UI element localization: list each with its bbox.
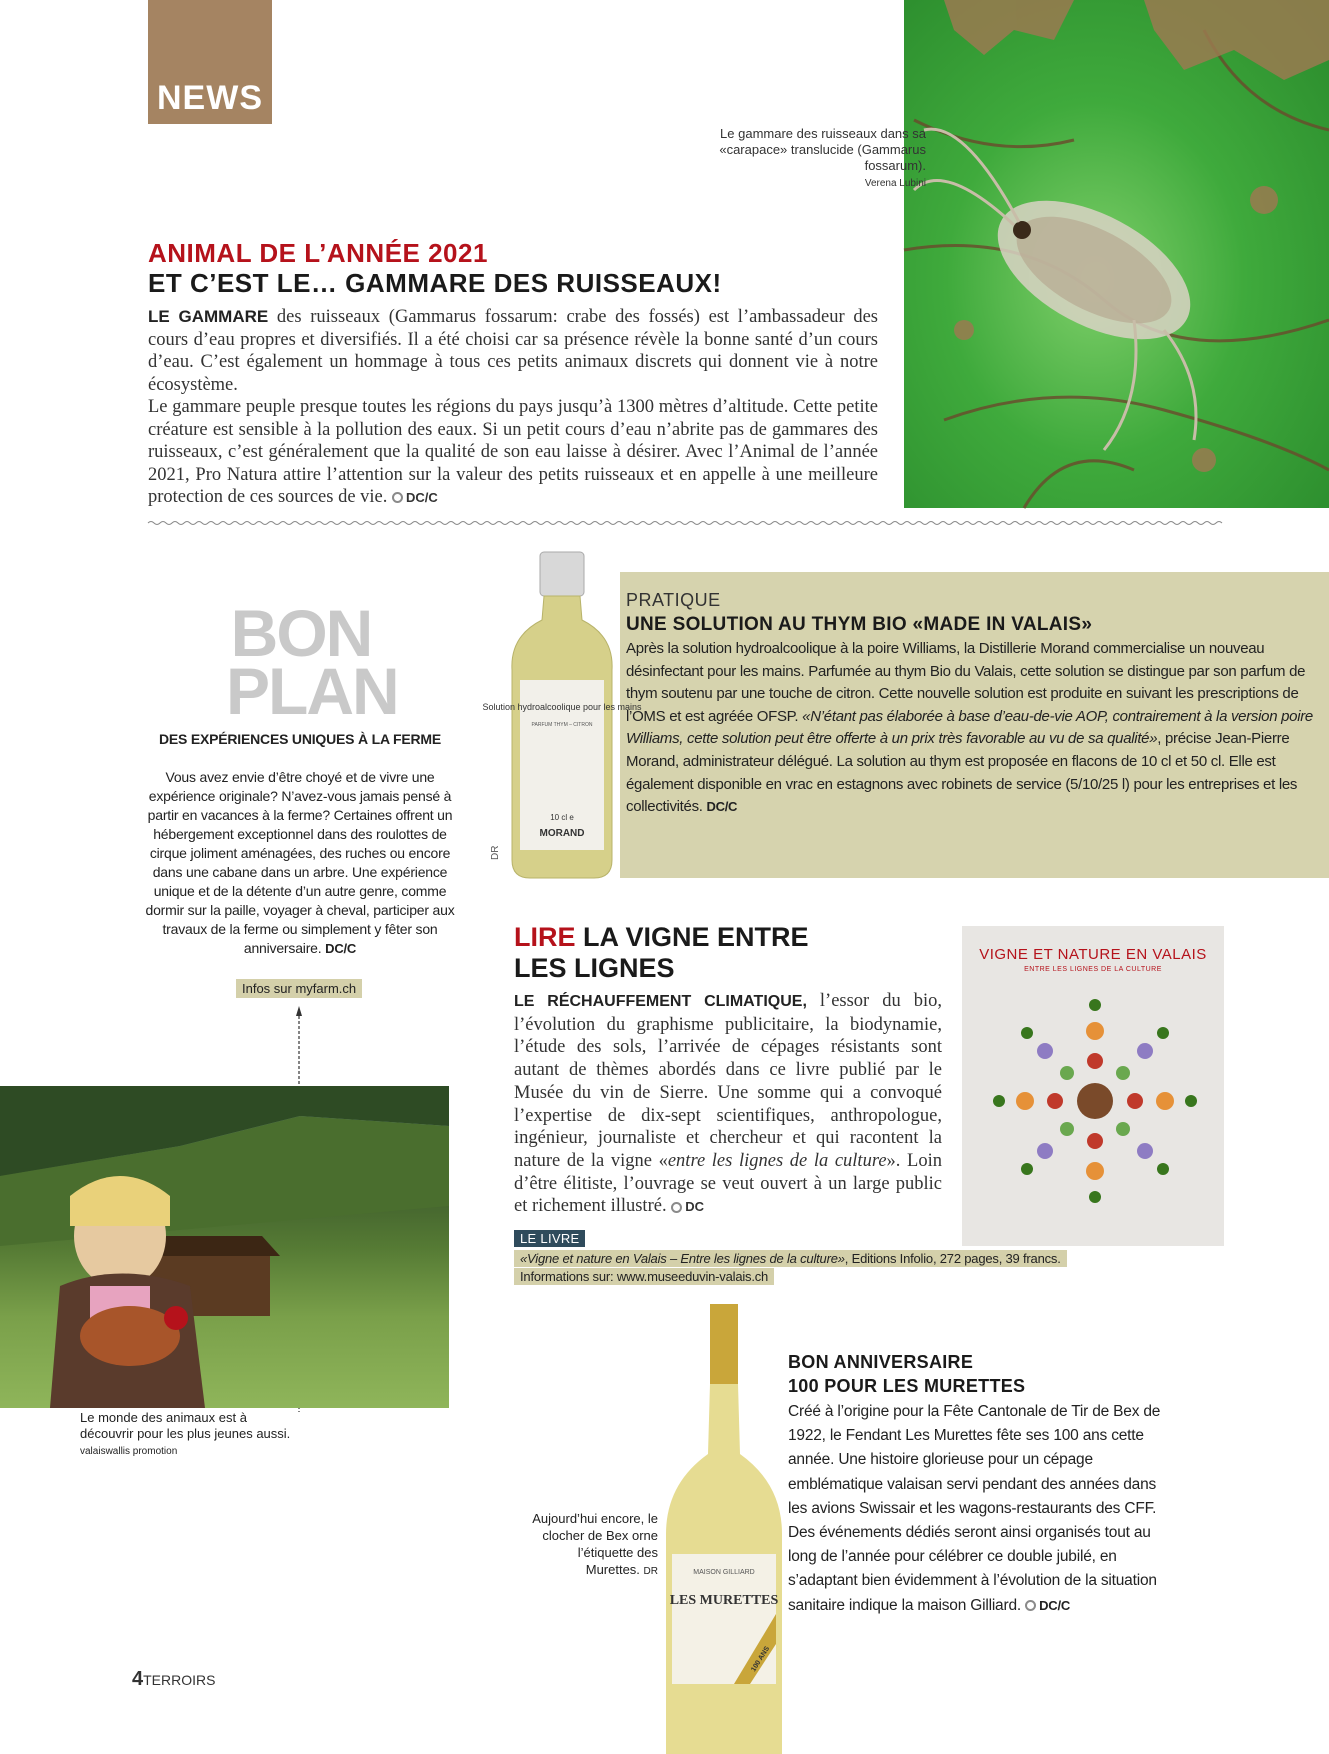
lire-title-line-2: LES LIGNES bbox=[514, 953, 675, 983]
section-tag-label: NEWS bbox=[157, 79, 263, 117]
bottle-sub-text: PARFUM THYM – CITRON bbox=[531, 722, 593, 728]
lire-signature: DC bbox=[685, 1199, 704, 1215]
anniversaire-body bbox=[788, 1400, 1168, 1618]
wine-photo-caption bbox=[526, 1510, 658, 1580]
mandala-illustration bbox=[990, 996, 1200, 1206]
wine-bottle-illustration bbox=[664, 1304, 784, 1754]
pratique-body-start: Après la solution hydroalcoolique à la poire Williams, la Distillerie Morand commercialise un nouveau désinfectant pour les mains. Parfumée au thym Bio du Valais, cette solution se distingue par son parfum de thym soutenu par une touche de citron. Cette nouvelle solution est produite en suivant les prescriptions de l’OMS et est agréée OFSP. bbox=[626, 640, 1306, 725]
book-info: Informations sur: www.museeduvin-valais.ch bbox=[514, 1268, 774, 1285]
gammare-photo bbox=[904, 0, 1329, 508]
anniversaire-title-line-2: 100 POUR LES MURETTES bbox=[788, 1376, 1026, 1396]
lire-title-line-1: LA VIGNE ENTRE bbox=[575, 922, 809, 952]
pratique-title: UNE SOLUTION AU THYM BIO «MADE IN VALAIS» bbox=[626, 614, 1093, 635]
signature-dot-icon bbox=[671, 1202, 682, 1213]
book-reference-details: , Editions Infolio, 272 pages, 39 francs. bbox=[844, 1251, 1061, 1266]
lire-title-red: LIRE bbox=[514, 922, 576, 952]
bottle-label-text: Solution hydroalcoolique pour les mains bbox=[482, 702, 642, 712]
animal-lead-in: LE GAMMARE bbox=[148, 307, 269, 326]
gammare-caption-text: Le gammare des ruisseaux dans sa «carapace» translucide (Gammarus fossarum). bbox=[719, 126, 926, 173]
bon-plan-heading bbox=[226, 596, 398, 728]
lire-title bbox=[514, 922, 809, 984]
bon-plan-body-text: Vous avez envie d’être choyé et de vivre une expérience originale? N’avez-vous jamais pensé à partir en vacances à la ferme? Certaines offrent un hébergement exceptionnel dans des roulottes de cirque joliment aménagées, des ruches ou encore dans une cabane dans un arbre. Une expérience unique et de la détente d’un autre genre, comme dormir sur la paille, voyager à cheval, participer aux travaux de la ferme ou simplement y fêter son anniversaire. bbox=[145, 769, 455, 956]
animal-title: ET C’EST LE… GAMMARE DES RUISSEAUX! bbox=[148, 268, 722, 298]
anniversaire-signature: DC/C bbox=[1039, 1597, 1071, 1613]
signature-dot-icon bbox=[1025, 1600, 1036, 1611]
animal-para-2 bbox=[148, 396, 878, 510]
book-reference-title: «Vigne et nature en Valais – Entre les lignes de la culture» bbox=[520, 1251, 845, 1266]
animal-signature: DC/C bbox=[406, 490, 438, 505]
bottle-volume-text: 10 cl e bbox=[550, 813, 574, 822]
wine-caption-text: Aujourd’hui encore, le clocher de Bex orne l’étiquette des Murettes. bbox=[532, 1511, 658, 1577]
girl-photo-credit: valaiswallis promotion bbox=[80, 1446, 178, 1457]
bottle-brand-text: MORAND bbox=[539, 828, 585, 839]
lire-body-start: l’essor du bio, l’évolution du graphisme publicitaire, la biodynamie, l’étude des sols, l’arrivée de cépages résistants sont autant de thèmes abordés dans ce livre publié par le Musée du vin de Sierre. Une somme qui a convoqué l’expertise de dix-sept scientifiques, anthropologue, ingénieur, journaliste et chercheur et qui racontent la nature de la vigne « bbox=[514, 991, 942, 1171]
anniversaire-title-line-1: BON ANNIVERSAIRE bbox=[788, 1352, 974, 1372]
pratique-kicker: PRATIQUE bbox=[626, 590, 721, 610]
wavy-divider bbox=[148, 520, 1224, 526]
girl-photo-caption bbox=[80, 1410, 300, 1460]
anniversaire-body-text: Créé à l’origine pour la Fête Cantonale de Tir de Bex de 1922, le Fendant Les Murettes fête ses 100 ans cette année. Une histoire glorieuse pour un cépage emblématique valaisan servi pendant des années dans les avions Swissair et les wagons-restaurants des CFF. Des événements dédiés seront ainsi organisés tout au long de l’année pour célébrer ce double jubilé, en s’adaptant bien évidemment à l’évolution de la situation sanitaire indique la maison Gilliard. bbox=[788, 1403, 1161, 1614]
wine-label-name: LES MURETTES bbox=[669, 1593, 779, 1608]
gammare-illustration bbox=[904, 0, 1329, 508]
pratique-body bbox=[626, 638, 1326, 819]
animal-kicker: ANIMAL DE L’ANNÉE 2021 bbox=[148, 238, 488, 268]
animal-para-1 bbox=[148, 306, 878, 396]
lire-body bbox=[514, 990, 942, 1219]
gel-photo-credit: DR bbox=[490, 845, 501, 860]
bon-plan-title: DES EXPÉRIENCES UNIQUES À LA FERME bbox=[158, 731, 442, 747]
anniversaire-title bbox=[788, 1350, 1025, 1398]
animal-para-1-text: des ruisseaux (Gammarus fossarum: crabe des fossés) est l’ambassadeur des cours d’eau propres et diversifiés. Il a été choisi car sa présence révèle la bonne santé d’un cours d’eau. C’est également un hommage à tous ces petits animaux discrets qui donnent vie à notre écosystème. bbox=[148, 307, 878, 395]
le-livre-label: LE LIVRE bbox=[514, 1230, 585, 1247]
book-cover-subtitle: ENTRE LES LIGNES DE LA CULTURE bbox=[1024, 966, 1162, 973]
pratique-body-end: , précise Jean-Pierre Morand, administrateur délégué. La solution au thym est proposée en flacons de 10 cl et 50 cl. Elle est également disponible en vrac en estagnons avec robinets de service (5/10/25 l) pour les entreprises et les collectivités. bbox=[626, 730, 1298, 816]
farm-illustration bbox=[0, 1086, 449, 1408]
page-folio bbox=[132, 1668, 215, 1691]
pratique-quote: «N’étant pas élaborée à base d’eau-de-vie AOP, contrairement à la version poire Williams, cette solution peut être offerte à un prix très favorable au vu de sa qualité» bbox=[626, 707, 1313, 748]
lire-lead-in: LE RÉCHAUFFEMENT CLIMATIQUE, bbox=[514, 993, 807, 1010]
magazine-name: TERROIRS bbox=[143, 1672, 216, 1688]
lire-body-italic: entre les lignes de la culture bbox=[667, 1150, 887, 1171]
bon-plan-signature: DC/C bbox=[325, 941, 357, 956]
bon-plan-info: Infos sur myfarm.ch bbox=[236, 979, 362, 998]
book-reference bbox=[514, 1250, 1067, 1267]
signature-dot-icon bbox=[392, 492, 403, 503]
section-tag bbox=[148, 0, 272, 124]
wine-photo-credit: DR bbox=[643, 1566, 658, 1577]
animal-body bbox=[148, 306, 878, 510]
girl-caption-text: Le monde des animaux est à découvrir pour les plus jeunes aussi. bbox=[80, 1410, 291, 1441]
lire-body-end: ». Loin d’être élitiste, l’ouvrage se veut ouvert à un large public et richement illustré. bbox=[514, 1150, 942, 1217]
pratique-signature: DC/C bbox=[706, 799, 738, 815]
bon-plan-heading-line-2: PLAN bbox=[226, 654, 398, 728]
wine-label-band: 100 ANS bbox=[750, 1645, 772, 1673]
bon-plan-heading-line-1: BON bbox=[230, 596, 372, 670]
page-number: 4 bbox=[132, 1668, 144, 1690]
animal-para-2-text: Le gammare peuple presque toutes les régions du pays jusqu’à 1300 mètres d’altitude. Cette petite créature est sensible à la pollution des eaux. Si un petit cours d’eau n’abrite pas de gammares des ruisseaux, c’est généralement que la qualité de son eau laisse à désirer. Avec l’Animal de l’année 2021, Pro Natura attire l’attention sur la valeur des petits ruisseaux et en appelle à une meilleure protection de ces sources de vie. bbox=[148, 397, 878, 507]
wine-label-house: MAISON GILLIARD bbox=[693, 1569, 755, 1576]
gammare-caption bbox=[690, 126, 926, 192]
bon-plan-body bbox=[142, 768, 458, 958]
gel-bottle-illustration bbox=[482, 550, 642, 880]
gammare-photo-credit: Verena Lubini bbox=[864, 178, 926, 189]
girl-with-hen-photo bbox=[0, 1086, 449, 1408]
book-cover-title: VIGNE ET NATURE EN VALAIS bbox=[979, 946, 1207, 963]
